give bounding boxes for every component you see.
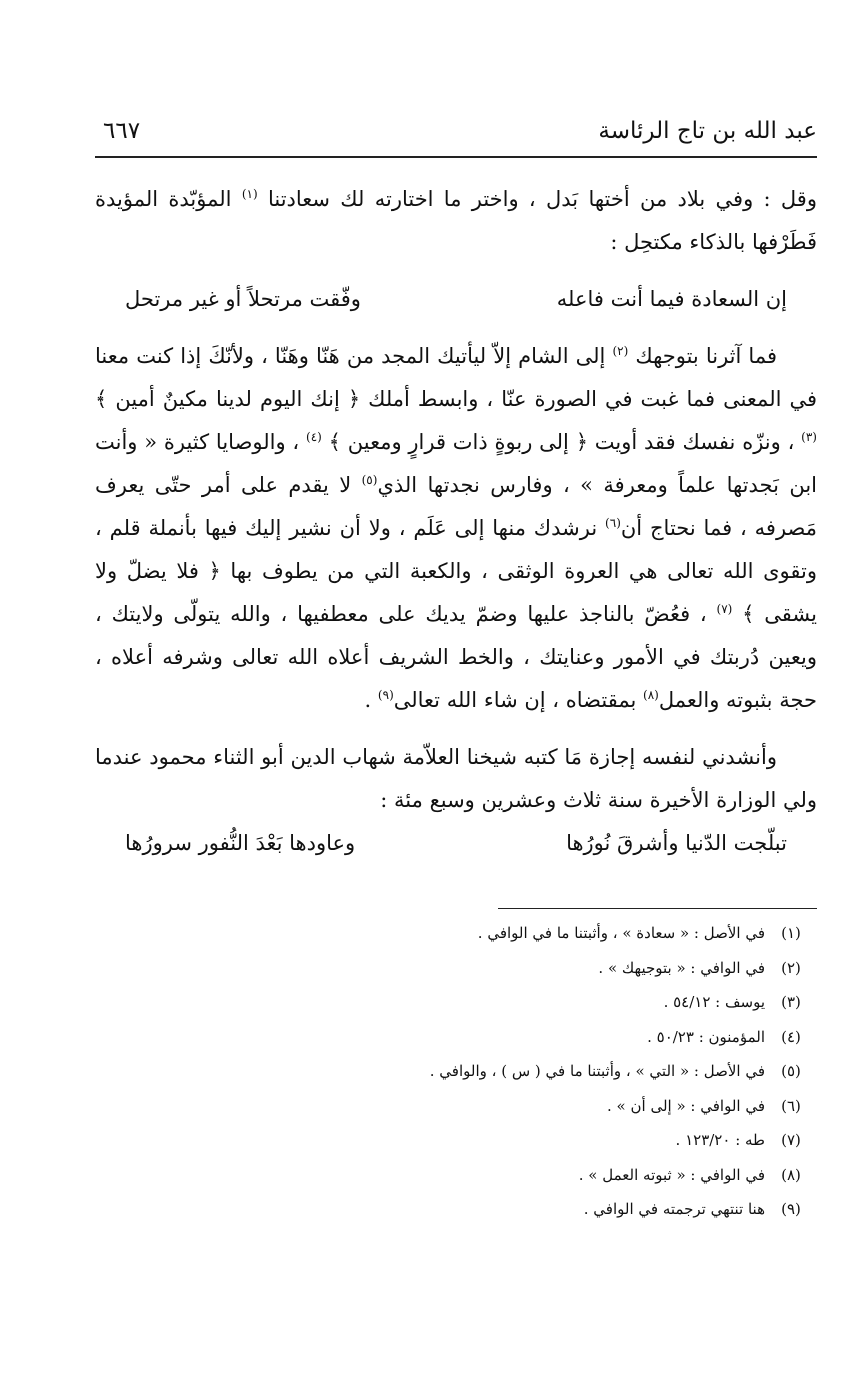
footnote-text: المؤمنون : ٥٠/٢٣ . — [647, 1027, 765, 1046]
running-title: عبد الله بن تاج الرئاسة — [598, 118, 817, 144]
paragraph-3: وأنشدني لنفسه إجازة مَا كتبه شيخنا العلاّمة شهاب الدين أبو الثناء محمود عندما ولي الوزارة الأخيرة سنة ثلاث وعشرين وسبع مئة : — [95, 745, 817, 812]
text-span: إلى الشام إلاّ ليأتيك المجد من هَنّا وهَنّا ، ولأنّكَ إذا كنت معنا في المعنى فما غبت في الصورة عنّا ، وابسط أملك ﴿ إنك اليوم لدينا مكينٌ أمين ﴾ — [95, 344, 817, 411]
footnote-6 — [95, 1089, 817, 1124]
footnote-ref: (٣) — [801, 430, 817, 444]
page-number: ٦٦٧ — [103, 118, 141, 144]
footnote-number: (٨) — [781, 1165, 801, 1184]
main-text — [95, 178, 817, 865]
text-span: ، فعُضّ بالناجذ عليها وضمّ يديك على معطفيها ، والله يتولّى ولايتك ، ويعين دُربتك في الأمور وعنايتك ، والخط الشريف أعلاه الله تعالى وشرفه أعلاه ، حجة بثبوته والعمل — [95, 602, 817, 712]
footnote-number: (٣) — [781, 993, 801, 1012]
footnote-9 — [95, 1192, 817, 1227]
header-rule — [95, 156, 817, 158]
footnote-number: (٩) — [781, 1200, 801, 1219]
verse-2-first-hemistich: تبلّجت الدّنيا وأشرقَ نُورُها — [566, 831, 787, 855]
footnote-3 — [95, 985, 817, 1020]
footnote-text: يوسف : ٥٤/١٢ . — [663, 993, 765, 1012]
verse-1-second-hemistich: وفّقت مرتحلاً أو غير مرتحل — [125, 287, 361, 311]
verse-2-second-hemistich: وعاودها بَعْدَ النُّفور سرورُها — [125, 831, 356, 855]
footnote-text: في الوافي : « ثبوته العمل » . — [578, 1165, 765, 1184]
footnote-rule — [498, 908, 817, 909]
footnote-number: (٧) — [781, 1131, 801, 1150]
footnote-2 — [95, 951, 817, 986]
verse-2 — [95, 822, 817, 865]
footnote-5 — [95, 1054, 817, 1089]
footnote-text: طه : ١٢٣/٢٠ . — [675, 1131, 765, 1150]
footnote-8 — [95, 1158, 817, 1193]
text-span: بمقتضاه ، إن شاء الله تعالى — [393, 688, 637, 712]
footnote-ref: (٨) — [643, 688, 659, 702]
footnotes — [95, 916, 817, 1227]
footnote-text: في الأصل : « سعادة » ، وأثبتنا ما في الوافي . — [477, 924, 765, 943]
paragraph-2 — [95, 335, 817, 722]
footnote-text: هنا تنتهي ترجمته في الوافي . — [583, 1200, 765, 1219]
spacer — [95, 264, 817, 278]
text-span: ، ونزّه نفسك فقد أويت ﴿ إلى ربوةٍ ذات قرارٍ ومعين ﴾ — [328, 430, 795, 454]
footnote-ref: (٢) — [612, 344, 629, 358]
footnote-number: (١) — [781, 924, 801, 943]
footnote-7 — [95, 1123, 817, 1158]
text-span: وقل : وفي بلاد من أختها بَدل ، واختر ما اختارته لك سعادتنا — [267, 187, 817, 211]
footnote-ref: (٩) — [377, 688, 394, 702]
footnote-ref: (٥) — [361, 473, 378, 487]
text-span: لا يقدم على أمر حتّى يعرف مَصرفه ، فما نحتاج أن — [95, 473, 817, 540]
spacer — [95, 321, 817, 335]
verse-1-first-hemistich: إن السعادة فيما أنت فاعله — [556, 287, 787, 311]
footnote-ref: (١) — [241, 187, 258, 201]
spacer — [95, 722, 817, 736]
footnote-number: (٦) — [781, 1096, 801, 1115]
text-span: ، والوصايا كثيرة « وأنت ابن بَجدتها علماً ومعرفة » ، وفارس نجدتها الذي — [95, 430, 817, 497]
text-span: المؤبّدة المؤيدة فَطَرْفها بالذكاء مكتحِل : — [95, 187, 817, 254]
footnote-text: في الوافي : « بتوجيهك » . — [598, 958, 765, 977]
verse-1 — [95, 278, 817, 321]
footnote-1 — [95, 916, 817, 951]
text-span: نرشدك منها إلى عَلَم ، ولا أن نشير إليك فيها بأنملة قلم ، وتقوى الله تعالى هي العروة الوثقى ، والكعبة التي من يطوف بها ﴿ فلا يضلّ ولا يشقى ﴾ — [95, 516, 817, 626]
footnote-number: (٥) — [781, 1062, 801, 1081]
footnote-ref: (٦) — [605, 516, 621, 530]
footnote-number: (٤) — [781, 1027, 801, 1046]
footnote-ref: (٧) — [716, 602, 733, 616]
footnote-4 — [95, 1020, 817, 1055]
text-span: . — [364, 688, 372, 712]
text-span: فما آثرنا بتوجهك — [635, 344, 778, 368]
paragraph-1 — [95, 178, 817, 264]
footnote-text: في الوافي : « إلى أن » . — [607, 1096, 765, 1115]
footnote-text: في الأصل : « التي » ، وأثبتنا ما في ( س ) ، والوافي . — [429, 1062, 765, 1081]
running-header — [95, 118, 817, 156]
footnote-number: (٢) — [781, 958, 801, 977]
footnote-ref: (٤) — [306, 430, 322, 444]
